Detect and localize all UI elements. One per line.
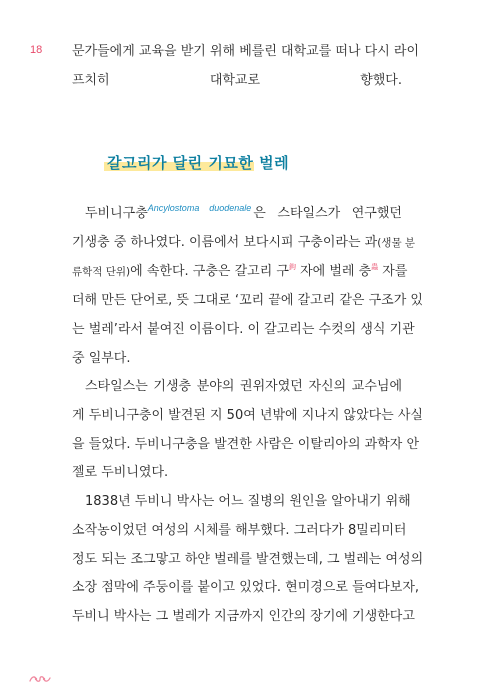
- hanja-annotation: 蟲: [371, 262, 379, 271]
- text-line: 정도 되는 조그맣고 하얀 벌레를 발견했는데, 그 벌레는 여성의: [72, 551, 424, 567]
- paragraph-dubini: [72, 488, 424, 632]
- text-line: 게 두비니구충이 발견된 지 50여 년밖에 지나지 않았다는 사실: [72, 407, 423, 423]
- text-span: 기생충 중 하나였다. 이름에서 보다시피 구충이라는 과: [72, 234, 378, 250]
- text-line: [72, 200, 402, 229]
- text-span: 에 속한다. 구충은 갈고리 구: [130, 263, 289, 279]
- text-line: [72, 67, 402, 96]
- text-line: 스타일스는 기생충 분야의 권위자였던 자신의 교수님에: [85, 379, 402, 394]
- annotation-text: 류학적 단위): [72, 265, 131, 278]
- text-span: 프치히 대학교로 향했다.: [72, 72, 402, 88]
- text-span: 젤로 두비니였다.: [72, 465, 169, 481]
- text-line: [72, 345, 402, 374]
- text-line: 소작농이었던 여성의 시체를 해부했다. 그러다가 8밀리미터: [72, 522, 407, 538]
- hanja-annotation: 鉤: [288, 262, 296, 271]
- text-line: 는 벌레’라서 붙여진 이름이다. 이 갈고리는 수컷의 생식 기관: [72, 322, 415, 338]
- wave-swirl-icon: [29, 669, 51, 688]
- text-line: 더해 만든 단어로, 뜻 그대로 ‘꼬리 끝에 갈고리 같은 구조가 있: [72, 293, 423, 309]
- text-line: 을 들었다. 두비니구충을 발견한 사람은 이탈리아의 과학자 안: [72, 436, 420, 452]
- text-line: [72, 459, 402, 488]
- text-line: 1838년 두비니 박사는 어느 질병의 원인을 알아내기 위해: [85, 494, 411, 509]
- paragraph-hookworm-intro: [72, 200, 423, 374]
- latin-name: Ancylostoma duodenale: [147, 203, 252, 213]
- intro-paragraph: [72, 38, 420, 96]
- annotation-text: (생물 분: [377, 236, 416, 249]
- text-span: 중 일부다.: [72, 350, 131, 366]
- text-line: [72, 258, 408, 288]
- text-line: 문가들에게 교육을 받기 위해 베를린 대학교를 떠나 다시 라이: [72, 44, 420, 59]
- text-line: [72, 229, 416, 258]
- text-line: 두비니 박사는 그 벌레가 지금까지 인간의 장기에 기생한다고: [72, 609, 415, 625]
- text-span: 자에 벌레 충: [295, 263, 372, 279]
- text-span: 은 스타일스가 연구했던: [253, 206, 402, 221]
- page-number: 18: [30, 44, 43, 56]
- text-span: 두비니구충: [85, 206, 148, 221]
- text-line: 소장 점막에 주둥이를 붙이고 있었다. 현미경으로 들여다보자,: [72, 580, 420, 596]
- text-span: 자를: [378, 263, 408, 279]
- paragraph-professor: [72, 373, 423, 488]
- section-title: 갈고리가 달린 기묘한 벌레: [107, 154, 290, 172]
